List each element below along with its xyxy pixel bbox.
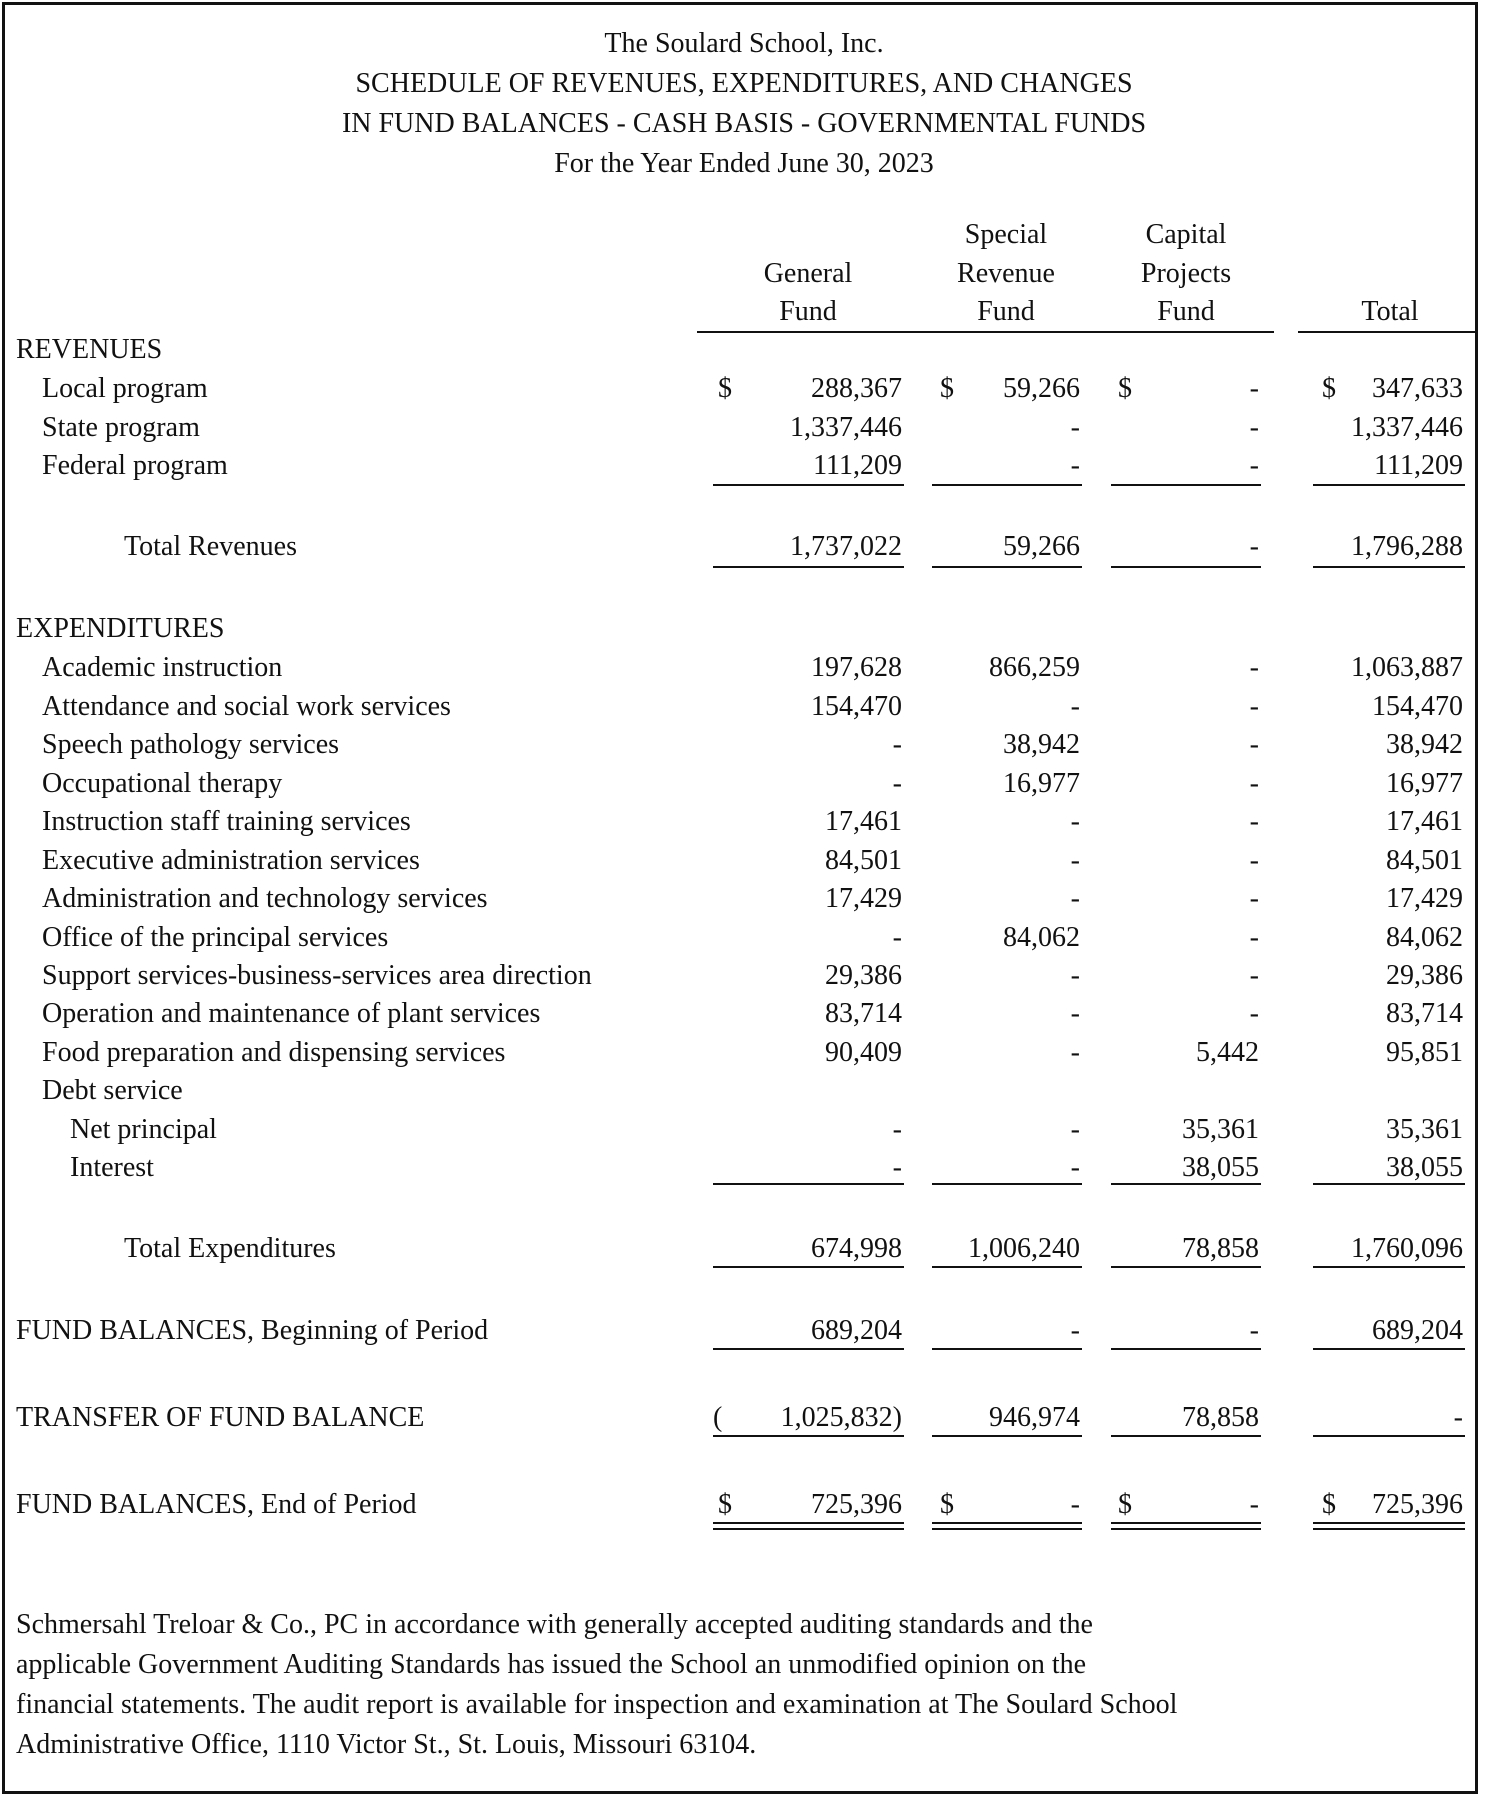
- cell-general: 154,470: [811, 691, 902, 722]
- row-label: Total Revenues: [124, 531, 297, 562]
- cell-total: 35,361: [1386, 1114, 1463, 1145]
- col-capital-header-1: Capital: [1145, 219, 1227, 250]
- double-total-rule: [713, 1522, 904, 1530]
- col-special-header-2: Revenue: [957, 258, 1055, 289]
- cell-capital: 78,858: [1182, 1233, 1259, 1264]
- subtotal-rule: [932, 566, 1082, 568]
- subtotal-rule: [932, 1266, 1082, 1268]
- subtotal-rule: [1111, 1348, 1261, 1350]
- cell-special: -: [1070, 998, 1080, 1029]
- cell-general: 725,396: [811, 1489, 902, 1520]
- subtotal-rule: [932, 1183, 1082, 1185]
- subtotal-rule: [1111, 1183, 1261, 1185]
- cell-capital: -: [1249, 1489, 1259, 1520]
- cell-special: -: [1070, 1152, 1080, 1183]
- row-label: FUND BALANCES, End of Period: [16, 1489, 417, 1520]
- cell-general: 29,386: [825, 960, 902, 991]
- subtotal-rule: [1313, 1266, 1465, 1268]
- cell-total: 29,386: [1386, 960, 1463, 991]
- double-total-rule: [1111, 1522, 1261, 1530]
- footnote-line-1: Schmersahl Treloar & Co., PC in accordance with generally accepted auditing standards and the: [16, 1609, 1093, 1640]
- dollar-sign: $: [940, 1489, 954, 1520]
- cell-capital: -: [1249, 531, 1259, 562]
- cell-capital: -: [1249, 960, 1259, 991]
- dollar-sign: $: [1118, 373, 1132, 404]
- cell-special: -: [1070, 806, 1080, 837]
- cell-special: -: [1070, 845, 1080, 876]
- subtotal-rule: [1111, 566, 1261, 568]
- cell-total: 111,209: [1374, 450, 1463, 481]
- cell-general: 83,714: [825, 998, 902, 1029]
- cell-total: -: [1453, 1402, 1463, 1433]
- cell-special: -: [1070, 450, 1080, 481]
- cell-total: 84,062: [1386, 922, 1463, 953]
- report-title-line1: SCHEDULE OF REVENUES, EXPENDITURES, AND CHANGES: [355, 68, 1133, 99]
- cell-capital: 35,361: [1182, 1114, 1259, 1145]
- cell-total: 17,461: [1386, 806, 1463, 837]
- header-rule-funds: [697, 331, 1274, 333]
- report-period: For the Year Ended June 30, 2023: [554, 148, 934, 179]
- row-label: Interest: [70, 1152, 154, 1183]
- cell-total: 84,501: [1386, 845, 1463, 876]
- cell-general: 689,204: [811, 1315, 902, 1346]
- cell-capital: -: [1249, 373, 1259, 404]
- cell-special: 38,942: [1003, 729, 1080, 760]
- cell-total: 83,714: [1386, 998, 1463, 1029]
- row-label: Occupational therapy: [42, 768, 283, 799]
- dollar-sign: $: [718, 1489, 732, 1520]
- row-label: Attendance and social work services: [42, 691, 451, 722]
- cell-special: -: [1070, 1037, 1080, 1068]
- cell-general: -: [892, 1152, 902, 1183]
- cell-special: 59,266: [1003, 373, 1080, 404]
- section-expenditures: EXPENDITURES: [16, 613, 225, 644]
- subtotal-rule: [1313, 1183, 1465, 1185]
- row-label: Executive administration services: [42, 845, 420, 876]
- col-capital-header-2: Projects: [1140, 258, 1232, 289]
- row-label: Academic instruction: [42, 652, 283, 683]
- cell-general: 197,628: [811, 652, 902, 683]
- cell-capital: -: [1249, 412, 1259, 443]
- subtotal-rule: [713, 484, 904, 486]
- cell-capital: -: [1249, 768, 1259, 799]
- cell-special: -: [1070, 1489, 1080, 1520]
- cell-capital: -: [1249, 450, 1259, 481]
- subtotal-rule: [713, 566, 904, 568]
- cell-special: -: [1070, 960, 1080, 991]
- cell-capital: 5,442: [1196, 1037, 1259, 1068]
- col-special-header-1: Special: [964, 219, 1048, 250]
- row-label: Local program: [42, 373, 208, 404]
- cell-total: 1,337,446: [1351, 412, 1463, 443]
- subtotal-rule: [1313, 1435, 1465, 1437]
- cell-capital: 78,858: [1182, 1402, 1259, 1433]
- row-label: Speech pathology services: [42, 729, 340, 760]
- subtotal-rule: [932, 1435, 1082, 1437]
- footnote-line-4: Administrative Office, 1110 Victor St., St. Louis, Missouri 63104.: [16, 1729, 757, 1760]
- row-label: Instruction staff training services: [42, 806, 411, 837]
- row-label: Administration and technology services: [42, 883, 488, 914]
- row-label: Support services-business-services area direction: [42, 960, 592, 991]
- col-general-header-2: Fund: [779, 296, 837, 327]
- subtotal-rule: [713, 1266, 904, 1268]
- subtotal-rule: [932, 484, 1082, 486]
- cell-total: 17,429: [1386, 883, 1463, 914]
- cell-general: 17,429: [825, 883, 902, 914]
- cell-total: 16,977: [1386, 768, 1463, 799]
- double-total-rule: [932, 1522, 1082, 1530]
- row-label: Net principal: [70, 1114, 217, 1145]
- cell-special: 946,974: [989, 1402, 1080, 1433]
- subtotal-rule: [1111, 484, 1261, 486]
- subtotal-rule: [1111, 1435, 1261, 1437]
- row-label: Debt service: [42, 1075, 183, 1106]
- cell-general: 1,337,446: [790, 412, 902, 443]
- cell-capital: -: [1249, 652, 1259, 683]
- row-label: Office of the principal services: [42, 922, 389, 953]
- row-label: FUND BALANCES, Beginning of Period: [16, 1315, 489, 1346]
- cell-special: -: [1070, 412, 1080, 443]
- cell-total: 347,633: [1372, 373, 1463, 404]
- school-name: The Soulard School, Inc.: [604, 28, 884, 59]
- cell-capital: -: [1249, 883, 1259, 914]
- cell-special: 16,977: [1003, 768, 1080, 799]
- subtotal-rule: [713, 1348, 904, 1350]
- cell-general: 288,367: [811, 373, 902, 404]
- dollar-sign: $: [1322, 1489, 1336, 1520]
- cell-capital: -: [1249, 691, 1259, 722]
- cell-special: -: [1070, 1315, 1080, 1346]
- open-paren: (: [713, 1402, 723, 1433]
- cell-capital: -: [1249, 1315, 1259, 1346]
- report-title-line2: IN FUND BALANCES - CASH BASIS - GOVERNMENTAL FUNDS: [341, 108, 1147, 139]
- row-label: Operation and maintenance of plant services: [42, 998, 541, 1029]
- cell-general: -: [892, 1114, 902, 1145]
- cell-general: 111,209: [813, 450, 902, 481]
- cell-general: -: [892, 922, 902, 953]
- row-label: State program: [42, 412, 200, 443]
- cell-capital: -: [1249, 806, 1259, 837]
- cell-general: -: [892, 729, 902, 760]
- footnote-line-2: applicable Government Auditing Standards has issued the School an unmodified opinion on the: [16, 1649, 1087, 1680]
- col-general-header-1: General: [763, 258, 853, 289]
- double-total-rule: [1313, 1522, 1465, 1530]
- col-total-header: Total: [1361, 296, 1419, 327]
- cell-general: 674,998: [811, 1233, 902, 1264]
- dollar-sign: $: [718, 373, 732, 404]
- dollar-sign: $: [1322, 373, 1336, 404]
- cell-special: 84,062: [1003, 922, 1080, 953]
- subtotal-rule: [1313, 1348, 1465, 1350]
- cell-total: 725,396: [1372, 1489, 1463, 1520]
- cell-general: 84,501: [825, 845, 902, 876]
- cell-general: 1,025,832): [780, 1402, 902, 1433]
- footnote-line-3: financial statements. The audit report is available for inspection and examination at The Soulard School: [16, 1689, 1178, 1720]
- cell-special: 866,259: [989, 652, 1080, 683]
- subtotal-rule: [713, 1435, 904, 1437]
- cell-total: 95,851: [1386, 1037, 1463, 1068]
- cell-capital: -: [1249, 729, 1259, 760]
- subtotal-rule: [932, 1348, 1082, 1350]
- dollar-sign: $: [1118, 1489, 1132, 1520]
- cell-total: 154,470: [1372, 691, 1463, 722]
- cell-total: 1,760,096: [1351, 1233, 1463, 1264]
- cell-capital: -: [1249, 922, 1259, 953]
- cell-total: 1,063,887: [1351, 652, 1463, 683]
- subtotal-rule: [1313, 566, 1465, 568]
- row-label: Total Expenditures: [124, 1233, 336, 1264]
- subtotal-rule: [713, 1183, 904, 1185]
- cell-general: 17,461: [825, 806, 902, 837]
- subtotal-rule: [1313, 484, 1465, 486]
- cell-special: 1,006,240: [968, 1233, 1080, 1264]
- cell-special: -: [1070, 1114, 1080, 1145]
- row-label: Federal program: [42, 450, 228, 481]
- dollar-sign: $: [940, 373, 954, 404]
- cell-general: 90,409: [825, 1037, 902, 1068]
- cell-special: 59,266: [1003, 531, 1080, 562]
- cell-capital: -: [1249, 845, 1259, 876]
- row-label: TRANSFER OF FUND BALANCE: [16, 1402, 425, 1433]
- cell-general: -: [892, 768, 902, 799]
- header-rule-total: [1298, 331, 1476, 333]
- row-label: Food preparation and dispensing services: [42, 1037, 506, 1068]
- col-capital-header-3: Fund: [1157, 296, 1215, 327]
- cell-total: 1,796,288: [1351, 531, 1463, 562]
- cell-capital: 38,055: [1182, 1152, 1259, 1183]
- cell-general: 1,737,022: [790, 531, 902, 562]
- cell-capital: -: [1249, 998, 1259, 1029]
- cell-total: 38,942: [1386, 729, 1463, 760]
- section-revenues: REVENUES: [16, 334, 163, 365]
- cell-total: 689,204: [1372, 1315, 1463, 1346]
- cell-special: -: [1070, 691, 1080, 722]
- subtotal-rule: [1111, 1266, 1261, 1268]
- col-special-header-3: Fund: [977, 296, 1035, 327]
- cell-special: -: [1070, 883, 1080, 914]
- cell-total: 38,055: [1386, 1152, 1463, 1183]
